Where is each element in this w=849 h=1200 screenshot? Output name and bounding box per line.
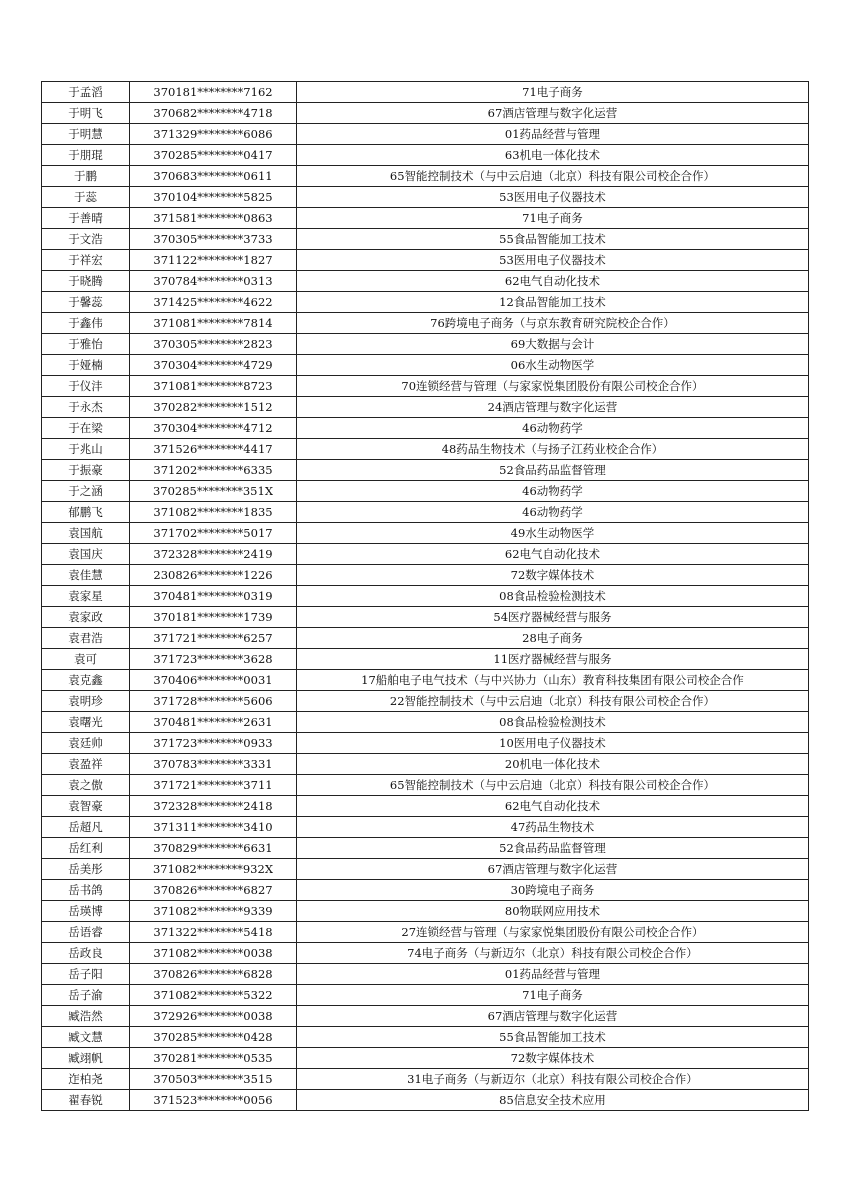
- major-cell: 71电子商务: [297, 82, 809, 103]
- student-name-cell: 于文浩: [42, 229, 130, 250]
- student-name-cell: 郁鹏飞: [42, 502, 130, 523]
- major-cell: 65智能控制技术（与中云启迪（北京）科技有限公司校企合作）: [297, 775, 809, 796]
- student-name-cell: 袁家政: [42, 607, 130, 628]
- student-name-cell: 于孟滔: [42, 82, 130, 103]
- student-name-cell: 于振豪: [42, 460, 130, 481]
- id-number-cell: 371721********6257: [130, 628, 297, 649]
- student-name-cell: 岳政良: [42, 943, 130, 964]
- major-cell: 67酒店管理与数字化运营: [297, 859, 809, 880]
- student-name-cell: 于鑫伟: [42, 313, 130, 334]
- table-row: [42, 166, 809, 187]
- id-number-cell: 371082********932X: [130, 859, 297, 880]
- student-name-cell: 袁智豪: [42, 796, 130, 817]
- student-name-cell: 袁国航: [42, 523, 130, 544]
- major-cell: 76跨境电子商务（与京东教育研究院校企合作）: [297, 313, 809, 334]
- student-name-cell: 于善晴: [42, 208, 130, 229]
- table-row: [42, 82, 809, 103]
- table-row: [42, 502, 809, 523]
- major-cell: 55食品智能加工技术: [297, 1027, 809, 1048]
- major-cell: 08食品检验检测技术: [297, 586, 809, 607]
- id-number-cell: 371122********1827: [130, 250, 297, 271]
- id-number-cell: 370683********0611: [130, 166, 297, 187]
- major-cell: 46动物药学: [297, 481, 809, 502]
- major-cell: 52食品药品监督管理: [297, 460, 809, 481]
- table-row: [42, 292, 809, 313]
- student-name-cell: 岳子阳: [42, 964, 130, 985]
- student-name-cell: 于仪沣: [42, 376, 130, 397]
- student-name-cell: 于之涵: [42, 481, 130, 502]
- student-name-cell: 袁佳慧: [42, 565, 130, 586]
- major-cell: 30跨境电子商务: [297, 880, 809, 901]
- table-row: [42, 250, 809, 271]
- table-row: [42, 1069, 809, 1090]
- id-number-cell: 370829********6631: [130, 838, 297, 859]
- major-cell: 67酒店管理与数字化运营: [297, 103, 809, 124]
- table-row: [42, 754, 809, 775]
- student-name-cell: 于鹏: [42, 166, 130, 187]
- major-cell: 11医疗器械经营与服务: [297, 649, 809, 670]
- major-cell: 85信息安全技术应用: [297, 1090, 809, 1111]
- id-number-cell: 372926********0038: [130, 1006, 297, 1027]
- student-name-cell: 于娅楠: [42, 355, 130, 376]
- id-number-cell: 370304********4712: [130, 418, 297, 439]
- id-number-cell: 371523********0056: [130, 1090, 297, 1111]
- major-cell: 08食品检验检测技术: [297, 712, 809, 733]
- id-number-cell: 370285********0417: [130, 145, 297, 166]
- id-number-cell: 371723********0933: [130, 733, 297, 754]
- id-number-cell: 370406********0031: [130, 670, 297, 691]
- id-number-cell: 370305********2823: [130, 334, 297, 355]
- student-name-cell: 袁克鑫: [42, 670, 130, 691]
- id-number-cell: 370481********2631: [130, 712, 297, 733]
- id-number-cell: 371081********7814: [130, 313, 297, 334]
- table-row: [42, 817, 809, 838]
- id-number-cell: 370181********1739: [130, 607, 297, 628]
- table-row: [42, 649, 809, 670]
- major-cell: 20机电一体化技术: [297, 754, 809, 775]
- major-cell: 69大数据与会计: [297, 334, 809, 355]
- table-row: [42, 586, 809, 607]
- student-name-cell: 于永杰: [42, 397, 130, 418]
- id-number-cell: 371082********1835: [130, 502, 297, 523]
- major-cell: 27连锁经营与管理（与家家悦集团股份有限公司校企合作）: [297, 922, 809, 943]
- id-number-cell: 372328********2418: [130, 796, 297, 817]
- major-cell: 17船舶电子电气技术（与中兴协力（山东）教育科技集团有限公司校企合作: [297, 670, 809, 691]
- table-row: [42, 775, 809, 796]
- table-row: [42, 523, 809, 544]
- student-name-cell: 岳书鸽: [42, 880, 130, 901]
- major-cell: 48药品生物技术（与扬子江药业校企合作）: [297, 439, 809, 460]
- id-number-cell: 370826********6828: [130, 964, 297, 985]
- id-number-cell: 371082********9339: [130, 901, 297, 922]
- table-row: [42, 1090, 809, 1111]
- major-cell: 55食品智能加工技术: [297, 229, 809, 250]
- id-number-cell: 370783********3331: [130, 754, 297, 775]
- student-name-cell: 岳超凡: [42, 817, 130, 838]
- table-row: [42, 796, 809, 817]
- major-cell: 62电气自动化技术: [297, 796, 809, 817]
- student-name-cell: 于明飞: [42, 103, 130, 124]
- table-row: [42, 1006, 809, 1027]
- student-name-cell: 臧翊帆: [42, 1048, 130, 1069]
- table-row: [42, 838, 809, 859]
- table-row: [42, 880, 809, 901]
- table-row: [42, 229, 809, 250]
- table-row: [42, 607, 809, 628]
- major-cell: 49水生动物医学: [297, 523, 809, 544]
- table-row: [42, 859, 809, 880]
- table-row: [42, 712, 809, 733]
- student-name-cell: 于馨蕊: [42, 292, 130, 313]
- id-number-cell: 371526********4417: [130, 439, 297, 460]
- id-number-cell: 371081********8723: [130, 376, 297, 397]
- major-cell: 52食品药品监督管理: [297, 838, 809, 859]
- major-cell: 54医疗器械经营与服务: [297, 607, 809, 628]
- id-number-cell: 371721********3711: [130, 775, 297, 796]
- major-cell: 47药品生物技术: [297, 817, 809, 838]
- major-cell: 63机电一体化技术: [297, 145, 809, 166]
- major-cell: 72数字媒体技术: [297, 1048, 809, 1069]
- table-row: [42, 103, 809, 124]
- id-number-cell: 370784********0313: [130, 271, 297, 292]
- id-number-cell: 370481********0319: [130, 586, 297, 607]
- id-number-cell: 370285********0428: [130, 1027, 297, 1048]
- id-number-cell: 370281********0535: [130, 1048, 297, 1069]
- major-cell: 01药品经营与管理: [297, 964, 809, 985]
- student-name-cell: 臧文慧: [42, 1027, 130, 1048]
- major-cell: 24酒店管理与数字化运营: [297, 397, 809, 418]
- id-number-cell: 370181********7162: [130, 82, 297, 103]
- table-row: [42, 733, 809, 754]
- student-name-cell: 袁曙光: [42, 712, 130, 733]
- student-name-cell: 袁君浩: [42, 628, 130, 649]
- table-row: [42, 565, 809, 586]
- id-number-cell: 370285********351X: [130, 481, 297, 502]
- id-number-cell: 371082********0038: [130, 943, 297, 964]
- major-cell: 31电子商务（与新迈尔（北京）科技有限公司校企合作）: [297, 1069, 809, 1090]
- table-row: [42, 355, 809, 376]
- id-number-cell: 371723********3628: [130, 649, 297, 670]
- table-row: [42, 670, 809, 691]
- id-number-cell: 370304********4729: [130, 355, 297, 376]
- table-row: [42, 481, 809, 502]
- major-cell: 65智能控制技术（与中云启迪（北京）科技有限公司校企合作）: [297, 166, 809, 187]
- major-cell: 70连锁经营与管理（与家家悦集团股份有限公司校企合作）: [297, 376, 809, 397]
- major-cell: 10医用电子仪器技术: [297, 733, 809, 754]
- id-number-cell: 371581********0863: [130, 208, 297, 229]
- id-number-cell: 372328********2419: [130, 544, 297, 565]
- id-number-cell: 230826********1226: [130, 565, 297, 586]
- major-cell: 01药品经营与管理: [297, 124, 809, 145]
- student-name-cell: 岳美彤: [42, 859, 130, 880]
- table-row: [42, 187, 809, 208]
- id-number-cell: 370503********3515: [130, 1069, 297, 1090]
- id-number-cell: 371311********3410: [130, 817, 297, 838]
- table-row: [42, 628, 809, 649]
- major-cell: 28电子商务: [297, 628, 809, 649]
- id-number-cell: 371322********5418: [130, 922, 297, 943]
- id-number-cell: 371702********5017: [130, 523, 297, 544]
- student-name-cell: 于明慧: [42, 124, 130, 145]
- id-number-cell: 370282********1512: [130, 397, 297, 418]
- table-row: [42, 313, 809, 334]
- student-name-cell: 岳瑛博: [42, 901, 130, 922]
- major-cell: 62电气自动化技术: [297, 544, 809, 565]
- major-cell: 67酒店管理与数字化运营: [297, 1006, 809, 1027]
- id-number-cell: 370305********3733: [130, 229, 297, 250]
- table-row: [42, 460, 809, 481]
- table-row: [42, 964, 809, 985]
- id-number-cell: 371082********5322: [130, 985, 297, 1006]
- id-number-cell: 370826********6827: [130, 880, 297, 901]
- student-name-cell: 袁廷帅: [42, 733, 130, 754]
- major-cell: 46动物药学: [297, 418, 809, 439]
- major-cell: 46动物药学: [297, 502, 809, 523]
- student-name-cell: 迮柏尧: [42, 1069, 130, 1090]
- major-cell: 22智能控制技术（与中云启迪（北京）科技有限公司校企合作）: [297, 691, 809, 712]
- student-name-cell: 于祥宏: [42, 250, 130, 271]
- id-number-cell: 371329********6086: [130, 124, 297, 145]
- table-row: [42, 334, 809, 355]
- student-name-cell: 袁可: [42, 649, 130, 670]
- student-roster-table: [41, 81, 809, 1111]
- table-row: [42, 943, 809, 964]
- id-number-cell: 371728********5606: [130, 691, 297, 712]
- table-row: [42, 376, 809, 397]
- table-row: [42, 1048, 809, 1069]
- student-name-cell: 岳红利: [42, 838, 130, 859]
- roster-body: [42, 82, 809, 1111]
- student-name-cell: 于晓腾: [42, 271, 130, 292]
- student-name-cell: 袁盈祥: [42, 754, 130, 775]
- table-row: [42, 418, 809, 439]
- major-cell: 72数字媒体技术: [297, 565, 809, 586]
- student-name-cell: 岳子渝: [42, 985, 130, 1006]
- id-number-cell: 370104********5825: [130, 187, 297, 208]
- id-number-cell: 370682********4718: [130, 103, 297, 124]
- table-row: [42, 439, 809, 460]
- student-name-cell: 于兆山: [42, 439, 130, 460]
- student-name-cell: 袁之傲: [42, 775, 130, 796]
- table-row: [42, 145, 809, 166]
- student-name-cell: 袁明珍: [42, 691, 130, 712]
- id-number-cell: 371202********6335: [130, 460, 297, 481]
- major-cell: 71电子商务: [297, 985, 809, 1006]
- student-name-cell: 袁家星: [42, 586, 130, 607]
- major-cell: 53医用电子仪器技术: [297, 250, 809, 271]
- table-row: [42, 1027, 809, 1048]
- table-row: [42, 124, 809, 145]
- table-row: [42, 271, 809, 292]
- student-name-cell: 于雅怡: [42, 334, 130, 355]
- student-name-cell: 臧浩然: [42, 1006, 130, 1027]
- table-row: [42, 922, 809, 943]
- table-row: [42, 397, 809, 418]
- student-name-cell: 岳语睿: [42, 922, 130, 943]
- id-number-cell: 371425********4622: [130, 292, 297, 313]
- student-name-cell: 于在梁: [42, 418, 130, 439]
- student-name-cell: 于朋琨: [42, 145, 130, 166]
- major-cell: 12食品智能加工技术: [297, 292, 809, 313]
- major-cell: 53医用电子仪器技术: [297, 187, 809, 208]
- table-row: [42, 985, 809, 1006]
- table-row: [42, 544, 809, 565]
- student-name-cell: 袁国庆: [42, 544, 130, 565]
- major-cell: 80物联网应用技术: [297, 901, 809, 922]
- major-cell: 71电子商务: [297, 208, 809, 229]
- table-row: [42, 208, 809, 229]
- major-cell: 62电气自动化技术: [297, 271, 809, 292]
- student-name-cell: 翟春锐: [42, 1090, 130, 1111]
- student-name-cell: 于蕊: [42, 187, 130, 208]
- major-cell: 06水生动物医学: [297, 355, 809, 376]
- table-row: [42, 691, 809, 712]
- major-cell: 74电子商务（与新迈尔（北京）科技有限公司校企合作）: [297, 943, 809, 964]
- table-row: [42, 901, 809, 922]
